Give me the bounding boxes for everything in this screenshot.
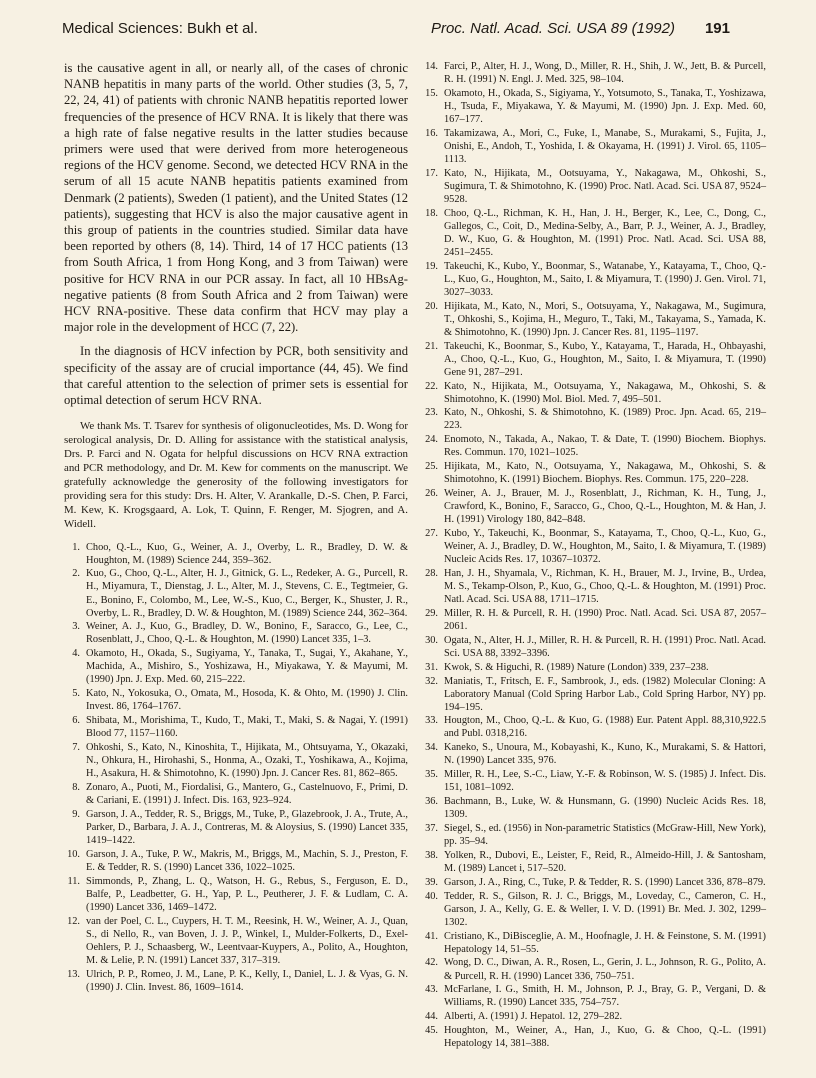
reference-text: Houghton, M., Weiner, A., Han, J., Kuo, G. & Choo, Q.-L. (1991) Hepatology 14, 381–388. [444, 1025, 766, 1050]
reference-item [422, 849, 766, 875]
page-number: 191 [704, 20, 730, 37]
reference-text: Garson, J. A., Ring, C., Tuke, P. & Tedder, R. S. (1990) Lancet 336, 878–879. [444, 876, 766, 888]
reference-number: 42. [425, 957, 438, 969]
reference-number: 5. [72, 688, 80, 700]
reference-text: Choo, Q.-L., Kuo, G., Weiner, A. J., Overby, L. R., Bradley, D. W. & Houghton, M. (1989) Science 244, 359–362. [86, 541, 408, 566]
acknowledgments: We thank Ms. T. Tsarev for synthesis of oligonucleotides, Ms. D. Wong for serological analysis, Dr. D. Alling for assistance with the statistical analysis, Drs. P. Farci and N. Ogata for helpful discussions on HCV RNA extraction and PCR methodology, and Dr. M. Kew for comments on the manuscript. We gratefully acknowledge the generosity of the following investigators for providing sera for this study: Drs. H. Alter, V. Arankalle, D.-S. Chen, P. Farci, M. Kew, K. Krogsgaard, A. Lok, T. Quinn, F. Renger, M. Sjogren, and A. Widell. [64, 420, 408, 530]
reference-number: 30. [425, 634, 438, 646]
reference-text: Kaneko, S., Unoura, M., Kobayashi, K., Kuno, K., Murakami, S. & Hattori, N. (1990) Lancet 335, 976. [444, 742, 766, 767]
reference-number: 14. [425, 61, 438, 72]
reference-item [422, 741, 766, 767]
reference-text: Okamoto, H., Okada, S., Sugiyama, Y., Tanaka, T., Sugai, Y., Akahane, Y., Machida, A., Mishiro, S., Yoshizawa, H., Miyakawa, Y. & Mayumi, M. (1990) Jpn. J. Exp. Med. 60, 215–222. [86, 648, 408, 686]
reference-number: 20. [425, 300, 438, 312]
reference-text: Simmonds, P., Zhang, L. Q., Watson, H. G., Rebus, S., Ferguson, E. D., Balfe, P., Leadbetter, G. H., Yap, P. L., Peutherer, J. F. & Ludlam, C. A. (1990) Lancet 336, 1469–1472. [86, 875, 408, 913]
reference-item [64, 620, 408, 646]
reference-item [422, 433, 766, 459]
reference-number: 35. [425, 769, 438, 781]
body-paragraph-1: is the causative agent in all, or nearly all, of the cases of chronic NANB hepatitis in many parts of the world. Other studies (3, 5, 7, 22, 24, 41) of patients with chronic NANB hepatitis reported lower frequencies of the presence of HCV RNA. It is likely that there was a high rate of false negative results in the latter studies because primers were used that were derived from more heterogeneous regions of the HCV genome. Second, we detected HCV RNA in the serum of all 15 acute NANB hepatitis patients examined from Denmark (2 patients), Sweden (1 patient), and the United States (12 patients), suggesting that HCV is also the major causative agent in this group of patients in the countries studied. Similar data have been reported by others (8, 14). Third, 14 of 17 HCC patients (13 from South Africa, 1 from Hong Kong, and 3 from Taiwan) were positive for HCV RNA in our PCR assay. In fact, all 10 HBsAg-negative patients (8 from South Africa and 2 from Taiwan) were HCV RNA-positive. These data confirm that HCV may play a major role in the development of HCC (7, 22). [64, 61, 408, 335]
reference-number: 29. [425, 607, 438, 619]
reference-number: 40. [425, 890, 438, 902]
reference-item [422, 795, 766, 821]
reference-text: Hijikata, M., Kato, N., Ootsuyama, Y., Nakagawa, M., Ohkoshi, S. & Shimotohno, K. (1991) Biochem. Biophys. Res. Commun. 175, 220–228. [444, 461, 766, 486]
reference-number: 15. [425, 87, 438, 99]
reference-item [422, 983, 766, 1009]
reference-number: 18. [425, 207, 438, 219]
reference-item [422, 127, 766, 166]
reference-item [64, 541, 408, 567]
reference-item [422, 822, 766, 848]
reference-item [422, 207, 766, 259]
reference-number: 17. [425, 167, 438, 179]
reference-text: Miller, R. H. & Purcell, R. H. (1990) Proc. Natl. Acad. Sci. USA 87, 2057–2061. [444, 607, 766, 632]
reference-text: Kwok, S. & Higuchi, R. (1989) Nature (London) 339, 237–238. [444, 661, 709, 673]
reference-number: 9. [72, 808, 80, 820]
reference-text: Kato, N., Yokosuka, O., Omata, M., Hosoda, K. & Ohto, M. (1990) J. Clin. Invest. 86, 1764–1767. [86, 688, 408, 713]
right-column [422, 60, 766, 1051]
reference-number: 8. [72, 781, 80, 793]
reference-text: Cristiano, K., DiBisceglie, A. M., Hoofnagle, J. H. & Feinstone, S. M. (1991) Hepatology 14, 51–55. [444, 930, 766, 955]
reference-item [422, 768, 766, 794]
reference-item [422, 890, 766, 929]
reference-number: 23. [425, 407, 438, 419]
reference-number: 25. [425, 461, 438, 473]
reference-item [422, 527, 766, 566]
reference-item [422, 1024, 766, 1050]
reference-item [422, 380, 766, 406]
reference-text: Farci, P., Alter, H. J., Wong, D., Miller, R. H., Shih, J. W., Jett, B. & Purcell, R. H. (1991) N. Engl. J. Med. 325, 98–104. [444, 61, 766, 86]
reference-item [422, 930, 766, 956]
reference-number: 1. [72, 541, 80, 553]
reference-number: 33. [425, 715, 438, 727]
reference-item [64, 968, 408, 994]
reference-number: 31. [425, 661, 438, 673]
reference-text: Garson, J. A., Tedder, R. S., Briggs, M., Tuke, P., Glazebrook, J. A., Trute, A., Parker, D., Barbara, J. A. J., Contreras, M. & Aloysius, S. (1990) Lancet 335, 1419–1422. [86, 808, 408, 846]
reference-item [64, 808, 408, 847]
reference-number: 16. [425, 127, 438, 139]
reference-number: 26. [425, 488, 438, 500]
reference-number: 3. [72, 621, 80, 633]
reference-number: 28. [425, 567, 438, 579]
reference-text: Takeuchi, K., Boonmar, S., Kubo, Y., Katayama, T., Harada, H., Ohbayashi, A., Choo, Q.-L., Kuo, G., Houghton, M., Saito, I. & Miyamura, T. (1990) Gene 91, 287–291. [444, 340, 766, 378]
reference-text: Weiner, A. J., Brauer, M. J., Rosenblatt, J., Richman, K. H., Tung, J., Crawford, K., Bonino, F., Saracco, G., Choo, Q.-L., Houghton, M. & Han, J. H. (1991) Virology 180, 842–848. [444, 488, 766, 526]
reference-number: 24. [425, 434, 438, 446]
reference-item [64, 741, 408, 780]
reference-number: 6. [72, 715, 80, 727]
reference-number: 2. [72, 568, 80, 580]
reference-item [64, 915, 408, 967]
reference-item [64, 687, 408, 713]
reference-text: Alberti, A. (1991) J. Hepatol. 12, 279–282. [444, 1011, 623, 1023]
reference-text: Miller, R. H., Lee, S.-C., Liaw, Y.-F. & Robinson, W. S. (1985) J. Infect. Dis. 151, 1081–1092. [444, 769, 766, 794]
reference-text: van der Poel, C. L., Cuypers, H. T. M., Reesink, H. W., Weiner, A. J., Quan, S., di Nello, R., van Boven, J. J. P., Winkel, I., Mulder-Folkerts, D., Exel-Oehlers, P. J., Schaasberg, W., Leentvaar-Kuypers, A., Polito, A., Houghton, M. & Lelie, P. N. (1991) Lancet 337, 317–319. [86, 915, 408, 966]
reference-number: 37. [425, 823, 438, 834]
reference-number: 10. [67, 848, 80, 860]
left-column [64, 60, 408, 994]
running-header [62, 20, 730, 46]
header-journal: Proc. Natl. Acad. Sci. USA 89 (1992) [430, 20, 675, 37]
reference-text: Kato, N., Hijikata, M., Ootsuyama, Y., Nakagawa, M., Ohkoshi, S., Sugimura, T. & Shimotohno, K. (1990) Proc. Natl. Acad. Sci. USA 87, 9524–9528. [444, 167, 766, 205]
reference-text: Han, J. H., Shyamala, V., Richman, K. H., Brauer, M. J., Irvine, B., Urdea, M. S., Tekamp-Olson, P., Kuo, G., Choo, Q.-L. & Houghton, M. (1991) Proc. Natl. Acad. Sci. USA 88, 1711–1715. [444, 567, 766, 606]
reference-text: Tedder, R. S., Gilson, R. J. C., Briggs, M., Loveday, C., Cameron, C. H., Garson, J. A., Kelly, G. E. & Weller, I. V. D. (1991) Br. Med. J. 302, 1299–1302. [444, 890, 766, 928]
reference-text: Hougton, M., Choo, Q.-L. & Kuo, G. (1988) Eur. Patent Appl. 88,310,922.5 and Publ. 0318,216. [444, 715, 766, 740]
reference-text: Maniatis, T., Fritsch, E. F., Sambrook, J., eds. (1982) Molecular Cloning: A Laboratory Manual (Cold Spring Harbor Lab., Cold Spring Harbor, NY) pp. 194–195. [444, 675, 766, 713]
reference-number: 19. [425, 260, 438, 272]
reference-number: 36. [425, 796, 438, 808]
reference-number: 41. [425, 930, 438, 942]
reference-item [422, 567, 766, 606]
reference-text: Okamoto, H., Okada, S., Sigiyama, Y., Yotsumoto, S., Tanaka, T., Yoshizawa, H., Tsuda, F., Miyakawa, Y. & Mayumi, M. (1990) Jpn. J. Exp. Med. 60, 167–177. [444, 87, 766, 125]
reference-item [422, 260, 766, 299]
references-list-right [422, 60, 766, 1050]
reference-number: 39. [425, 876, 438, 888]
reference-text: Shibata, M., Morishima, T., Kudo, T., Maki, T., Maki, S. & Nagai, Y. (1991) Blood 77, 1157–1160. [86, 715, 408, 740]
reference-item [422, 406, 766, 432]
reference-item [422, 607, 766, 633]
reference-text: Siegel, S., ed. (1956) in Non-parametric Statistics (McGraw-Hill, New York), pp. 35–94. [444, 823, 766, 848]
reference-text: Kato, N., Hijikata, M., Ootsuyama, Y., Nakagawa, M., Ohkoshi, S. & Shimotohno, K. (1990) Mol. Biol. Med. 7, 495–501. [444, 380, 766, 405]
reference-item [422, 460, 766, 486]
reference-number: 32. [425, 675, 438, 687]
reference-item [422, 876, 766, 889]
reference-text: Kuo, G., Choo, Q.-L., Alter, H. J., Gitnick, G. L., Redeker, A. G., Purcell, R. H., Miyamura, T., Dienstag, J. L., Alter, M. J., Stevens, C. E., Tegtmeier, G. E., Bonino, F., Colombo, M., Lee, W.-S., Kuo, C., Berger, K., Shuster, J. R., Overby, L. R., Bradley, D. W. & Houghton, M. (1989) Science 244, 362–364. [86, 568, 408, 619]
reference-number: 44. [425, 1011, 438, 1023]
reference-number: 11. [67, 875, 80, 887]
reference-text: Kubo, Y., Takeuchi, K., Boonmar, S., Katayama, T., Choo, Q.-L., Kuo, G., Weiner, A. J., Bradley, D. W., Houghton, M., Saito, I. & Miyamura, T. (1989) Nucleic Acids Res. 17, 10367–10372. [444, 528, 766, 566]
reference-item [64, 875, 408, 914]
reference-item [422, 60, 766, 86]
reference-text: Ohkoshi, S., Kato, N., Kinoshita, T., Hijikata, M., Ohtsuyama, Y., Okazaki, N., Ohkura, H., Hirohashi, S., Honma, A., Ozaki, T., Yoshikawa, A., Kojima, H., Asakura, H. & Shimotohno, K. (1990) Jpn. J. Cancer Res. 81, 862–865. [86, 742, 408, 780]
body-paragraph-2: In the diagnosis of HCV infection by PCR, both sensitivity and specificity of the assay are of crucial importance (44, 45). We find that careful attention to the selection of primer sets is essential for optimal detection of serum HCV RNA. [64, 344, 408, 408]
reference-item [64, 647, 408, 686]
reference-item [422, 487, 766, 526]
reference-text: Takeuchi, K., Kubo, Y., Boonmar, S., Watanabe, Y., Katayama, T., Choo, Q.-L., Kuo, G., Houghton, M., Saito, I. & Miyamura, T. (1990) J. Gen. Virol. 71, 3027–3033. [444, 260, 766, 298]
reference-text: Kato, N., Ohkoshi, S. & Shimotohno, K. (1989) Proc. Jpn. Acad. 65, 219–223. [444, 407, 766, 432]
references-list-left [64, 541, 408, 994]
reference-text: Takamizawa, A., Mori, C., Fuke, I., Manabe, S., Murakami, S., Fujita, J., Onishi, E., Andoh, T., Yoshida, I. & Okayama, H. (1991) J. Virol. 65, 1105–1113. [444, 127, 766, 165]
reference-number: 45. [425, 1025, 438, 1037]
reference-text: Weiner, A. J., Kuo, G., Bradley, D. W., Bonino, F., Saracco, G., Lee, C., Rosenblatt, J., Choo, Q.-L. & Houghton, M. (1990) Lancet 335, 1–3. [86, 621, 408, 646]
reference-number: 4. [72, 648, 80, 660]
reference-number: 21. [425, 340, 438, 352]
reference-text: Wong, D. C., Diwan, A. R., Rosen, L., Gerin, J. L., Johnson, R. G., Polito, A. & Purcell, R. H. (1990) Lancet 336, 750–751. [444, 957, 766, 982]
reference-item [64, 567, 408, 619]
reference-item [422, 1010, 766, 1023]
reference-text: Ulrich, P. P., Romeo, J. M., Lane, P. K., Kelly, I., Daniel, L. J. & Vyas, G. N. (1990) J. Clin. Invest. 86, 1609–1614. [86, 968, 408, 993]
reference-item [422, 661, 766, 674]
reference-item [422, 340, 766, 379]
reference-text: Ogata, N., Alter, H. J., Miller, R. H. & Purcell, R. H. (1991) Proc. Natl. Acad. Sci. USA 88, 3392–3396. [444, 634, 766, 659]
reference-text: Bachmann, B., Luke, W. & Hunsmann, G. (1990) Nucleic Acids Res. 18, 1309. [444, 796, 766, 821]
reference-number: 38. [425, 849, 438, 861]
reference-item [422, 714, 766, 740]
reference-item [64, 714, 408, 740]
reference-number: 12. [67, 915, 80, 927]
reference-item [64, 781, 408, 807]
reference-item [422, 956, 766, 982]
reference-text: Choo, Q.-L., Richman, K. H., Han, J. H., Berger, K., Lee, C., Dong, C., Gallegos, C., Coit, D., Medina-Selby, A., Barr, P. J., Weiner, A. J., Bradley, D. W., Kuo, G. & Houghton, M. (1991) Proc. Natl. Acad. Sci. USA 88, 2451–2455. [444, 207, 766, 258]
reference-number: 34. [425, 742, 438, 754]
reference-number: 13. [67, 968, 80, 980]
reference-item [422, 300, 766, 339]
reference-text: Zonaro, A., Puoti, M., Fiordalisi, G., Mantero, G., Castelnuovo, F., Primi, D. & Cariani, E. (1991) J. Infect. Dis. 163, 923–924. [86, 781, 408, 806]
reference-item [422, 634, 766, 660]
reference-text: Garson, J. A., Tuke, P. W., Makris, M., Briggs, M., Machin, S. J., Preston, F. E. & Tedder, R. S. (1990) Lancet 336, 1022–1025. [86, 848, 408, 873]
reference-text: Yolken, R., Dubovi, E., Leister, F., Reid, R., Almeido-Hill, J. & Santosham, M. (1989) Lancet i, 517–520. [444, 849, 766, 874]
reference-text: Enomoto, N., Takada, A., Nakao, T. & Date, T. (1990) Biochem. Biophys. Res. Commun. 170, 1021–1025. [444, 434, 766, 459]
reference-text: McFarlane, I. G., Smith, H. M., Johnson, P. J., Bray, G. P., Vergani, D. & Williams, R. (1990) Lancet 335, 754–757. [444, 984, 766, 1009]
reference-item [64, 848, 408, 874]
reference-number: 22. [425, 380, 438, 392]
reference-number: 43. [425, 984, 438, 996]
reference-item [422, 675, 766, 714]
header-section-authors: Medical Sciences: Bukh et al. [62, 20, 258, 37]
header-journal-page [431, 20, 730, 37]
reference-item [422, 87, 766, 126]
reference-number: 27. [425, 528, 438, 539]
reference-number: 7. [72, 742, 80, 753]
reference-text: Hijikata, M., Kato, N., Mori, S., Ootsuyama, Y., Nakagawa, M., Sugimura, T., Ohkoshi, S., Kojima, H., Meguro, T., Taki, M., Takayama, S., Yamada, K. & Shimotohno, K. (1990) Jpn. J. Cancer Res. 81, 1195–1197. [444, 300, 766, 338]
reference-item [422, 167, 766, 206]
